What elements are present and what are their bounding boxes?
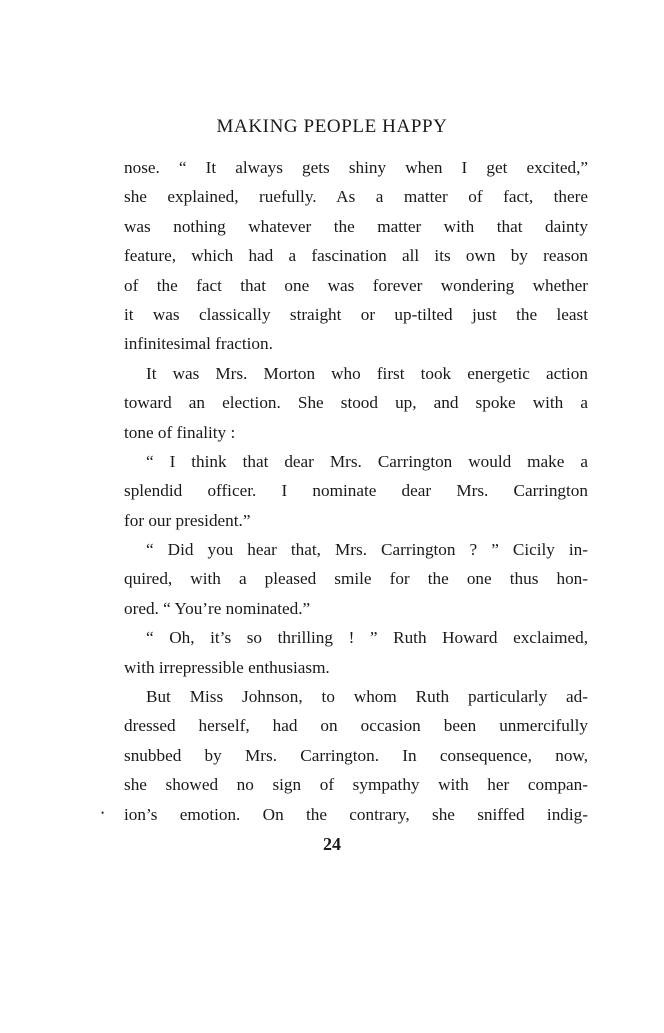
text-line: she explained, ruefully. As a matter of fact, there: [124, 187, 588, 207]
page-number: 24: [323, 834, 341, 854]
text-line: quired, with a pleased smile for the one thus hon-: [124, 569, 588, 589]
text-line: “ Oh, it’s so thrilling ! ” Ruth Howard exclaimed,: [146, 628, 588, 648]
text-line: she showed no sign of sympathy with her compan-: [124, 775, 588, 795]
text-line: infinitesimal fraction.: [124, 334, 273, 354]
text-line: for our president.”: [124, 510, 251, 530]
text-line: But Miss Johnson, to whom Ruth particularly ad-: [146, 687, 588, 707]
text-line: ion’s emotion. On the contrary, she sniffed indig-: [124, 804, 588, 824]
text-line: ored. “ You’re nominated.”: [124, 598, 311, 618]
text-line: It was Mrs. Morton who first took energetic action: [146, 363, 588, 383]
running-head: MAKING PEOPLE HAPPY: [216, 116, 448, 137]
margin-mark: •: [101, 808, 105, 818]
text-line: nose. “ It always gets shiny when I get excited,”: [124, 158, 588, 177]
text-line: with irrepressible enthusiasm.: [124, 657, 330, 677]
text-line: dressed herself, had on occasion been unmercifully: [124, 716, 588, 736]
text-line: “ I think that dear Mrs. Carrington would make a: [146, 451, 588, 471]
text-line: feature, which had a fascination all its own by reason: [124, 246, 588, 266]
text-line: of the fact that one was forever wondering whether: [124, 275, 588, 295]
text-line: splendid officer. I nominate dear Mrs. Carrington: [124, 481, 588, 501]
text-line: snubbed by Mrs. Carrington. In consequence, now,: [124, 745, 588, 765]
text-line: “ Did you hear that, Mrs. Carrington ? ” Cicily in-: [146, 540, 588, 560]
text-line: was nothing whatever the matter with that dainty: [124, 216, 588, 236]
text-line: toward an election. She stood up, and spoke with a: [124, 393, 588, 413]
text-line: tone of finality :: [124, 422, 236, 442]
body-text: [124, 153, 588, 829]
text-line: it was classically straight or up-tilted just the least: [124, 304, 588, 324]
